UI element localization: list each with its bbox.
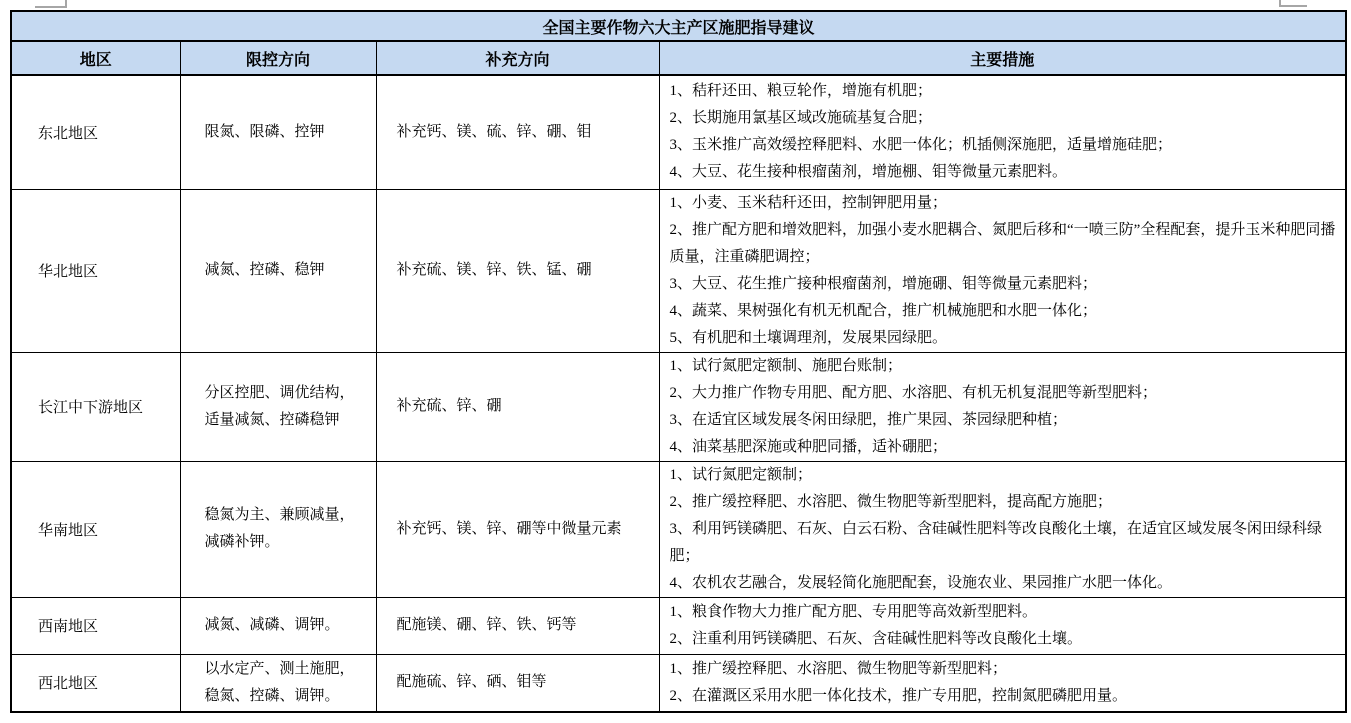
cell-restrict[interactable]: 减氮、减磷、调钾。 <box>180 597 376 654</box>
measure-line: 1、粮食作物大力推广配方肥、专用肥等高效新型肥料。 <box>669 603 1038 620</box>
cell-region[interactable]: 西南地区 <box>11 597 180 654</box>
cell-region[interactable]: 华北地区 <box>11 189 180 352</box>
cell-supplement[interactable]: 补充钙、镁、硫、锌、硼、钼 <box>376 75 659 189</box>
column-header-measures[interactable]: 主要措施 <box>659 41 1346 75</box>
measure-line: 4、油菜基肥深施或种肥同播，适补硼肥； <box>669 438 948 455</box>
table-row-southwest <box>11 597 1346 654</box>
cell-measures[interactable] <box>659 461 1346 597</box>
measure-line: 4、大豆、花生接种根瘤菌剂，增施棚、钼等微量元素肥料。 <box>669 164 1068 181</box>
cell-region[interactable]: 华南地区 <box>11 461 180 597</box>
measure-line: 1、秸秆还田、粮豆轮作，增施有机肥； <box>669 83 933 100</box>
cell-measures[interactable] <box>659 654 1346 712</box>
measure-line: 2、大力推广作物专用肥、配方肥、水溶肥、有机无机复混肥等新型肥料； <box>669 384 1158 401</box>
measure-line: 4、农机农艺融合，发展轻简化施肥配套，设施农业、果园推广水肥一体化。 <box>669 574 1173 591</box>
table-header-row <box>11 41 1346 75</box>
cell-measures[interactable] <box>659 597 1346 654</box>
table-row-northeast <box>11 75 1346 189</box>
cell-restrict[interactable]: 减氮、控磷、稳钾 <box>180 189 376 352</box>
measure-line: 2、推广配方肥和增效肥料，加强小麦水肥耦合、氮肥后移和“一喷三防”全程配套，提升玉米种肥同播质量，注重磷肥调控； <box>669 221 1336 265</box>
cell-restrict[interactable]: 分区控肥、调优结构，适量减氮、控磷稳钾 <box>180 352 376 461</box>
measure-line: 1、试行氮肥定额制、施肥台账制； <box>669 357 903 374</box>
measure-line: 4、蔬菜、果树强化有机无机配合，推广机械施肥和水肥一体化； <box>669 302 1098 319</box>
table-row-northwest <box>11 654 1346 712</box>
measure-line: 3、大豆、花生推广接种根瘤菌剂，增施硼、钼等微量元素肥料； <box>669 275 1098 292</box>
cell-supplement[interactable]: 补充钙、镁、锌、硼等中微量元素 <box>376 461 659 597</box>
cell-restrict[interactable]: 稳氮为主、兼顾减量，减磷补钾。 <box>180 461 376 597</box>
table-title-cell[interactable]: 全国主要作物六大主产区施肥指导建议 <box>11 11 1346 41</box>
column-header-region[interactable]: 地区 <box>11 41 180 75</box>
measure-line: 3、玉米推广高效缓控释肥料、水肥一体化；机插侧深施肥，适量增施硅肥； <box>669 137 1173 154</box>
gridline-fragment-right <box>1279 0 1307 7</box>
table-row-south-china <box>11 461 1346 597</box>
measure-line: 3、利用钙镁磷肥、石灰、白云石粉、含硅碱性肥料等改良酸化土壤，在适宜区域发展冬闲田绿科绿肥； <box>669 520 1323 564</box>
fertilization-guidance-table <box>10 10 1347 713</box>
column-header-restrict[interactable]: 限控方向 <box>180 41 376 75</box>
measure-line: 2、注重利用钙镁磷肥、石灰、含硅碱性肥料等改良酸化土壤。 <box>669 630 1083 647</box>
measure-line: 2、推广缓控释肥、水溶肥、微生物肥等新型肥料，提高配方施肥； <box>669 493 1113 510</box>
cell-supplement[interactable]: 补充硫、镁、锌、铁、锰、硼 <box>376 189 659 352</box>
table-row-north-china <box>11 189 1346 352</box>
cell-supplement[interactable]: 配施镁、硼、锌、铁、钙等 <box>376 597 659 654</box>
measure-line: 2、在灌溉区采用水肥一体化技术，推广专用肥，控制氮肥磷肥用量。 <box>669 687 1128 704</box>
table-title-row <box>11 11 1346 41</box>
table-row-yangtze <box>11 352 1346 461</box>
cell-measures[interactable] <box>659 352 1346 461</box>
cell-region[interactable]: 东北地区 <box>11 75 180 189</box>
cell-restrict[interactable]: 以水定产、测土施肥，稳氮、控磷、调钾。 <box>180 654 376 712</box>
measure-line: 3、在适宜区域发展冬闲田绿肥，推广果园、茶园绿肥种植； <box>669 411 1068 428</box>
measure-line: 1、推广缓控释肥、水溶肥、微生物肥等新型肥料； <box>669 660 1008 677</box>
column-header-supplement[interactable]: 补充方向 <box>376 41 659 75</box>
measure-line: 1、试行氮肥定额制； <box>669 466 813 483</box>
measure-line: 1、小麦、玉米秸秆还田，控制钾肥用量； <box>669 194 948 211</box>
cell-measures[interactable] <box>659 189 1346 352</box>
cell-supplement[interactable]: 补充硫、锌、硼 <box>376 352 659 461</box>
cell-region[interactable]: 西北地区 <box>11 654 180 712</box>
cell-supplement[interactable]: 配施硫、锌、硒、钼等 <box>376 654 659 712</box>
cell-measures[interactable] <box>659 75 1346 189</box>
cell-restrict[interactable]: 限氮、限磷、控钾 <box>180 75 376 189</box>
cell-region[interactable]: 长江中下游地区 <box>11 352 180 461</box>
measure-line: 5、有机肥和土壤调理剂，发展果园绿肥。 <box>669 329 948 346</box>
gridline-fragment-left <box>35 0 67 8</box>
measure-line: 2、长期施用氯基区域改施硫基复合肥； <box>669 110 933 127</box>
